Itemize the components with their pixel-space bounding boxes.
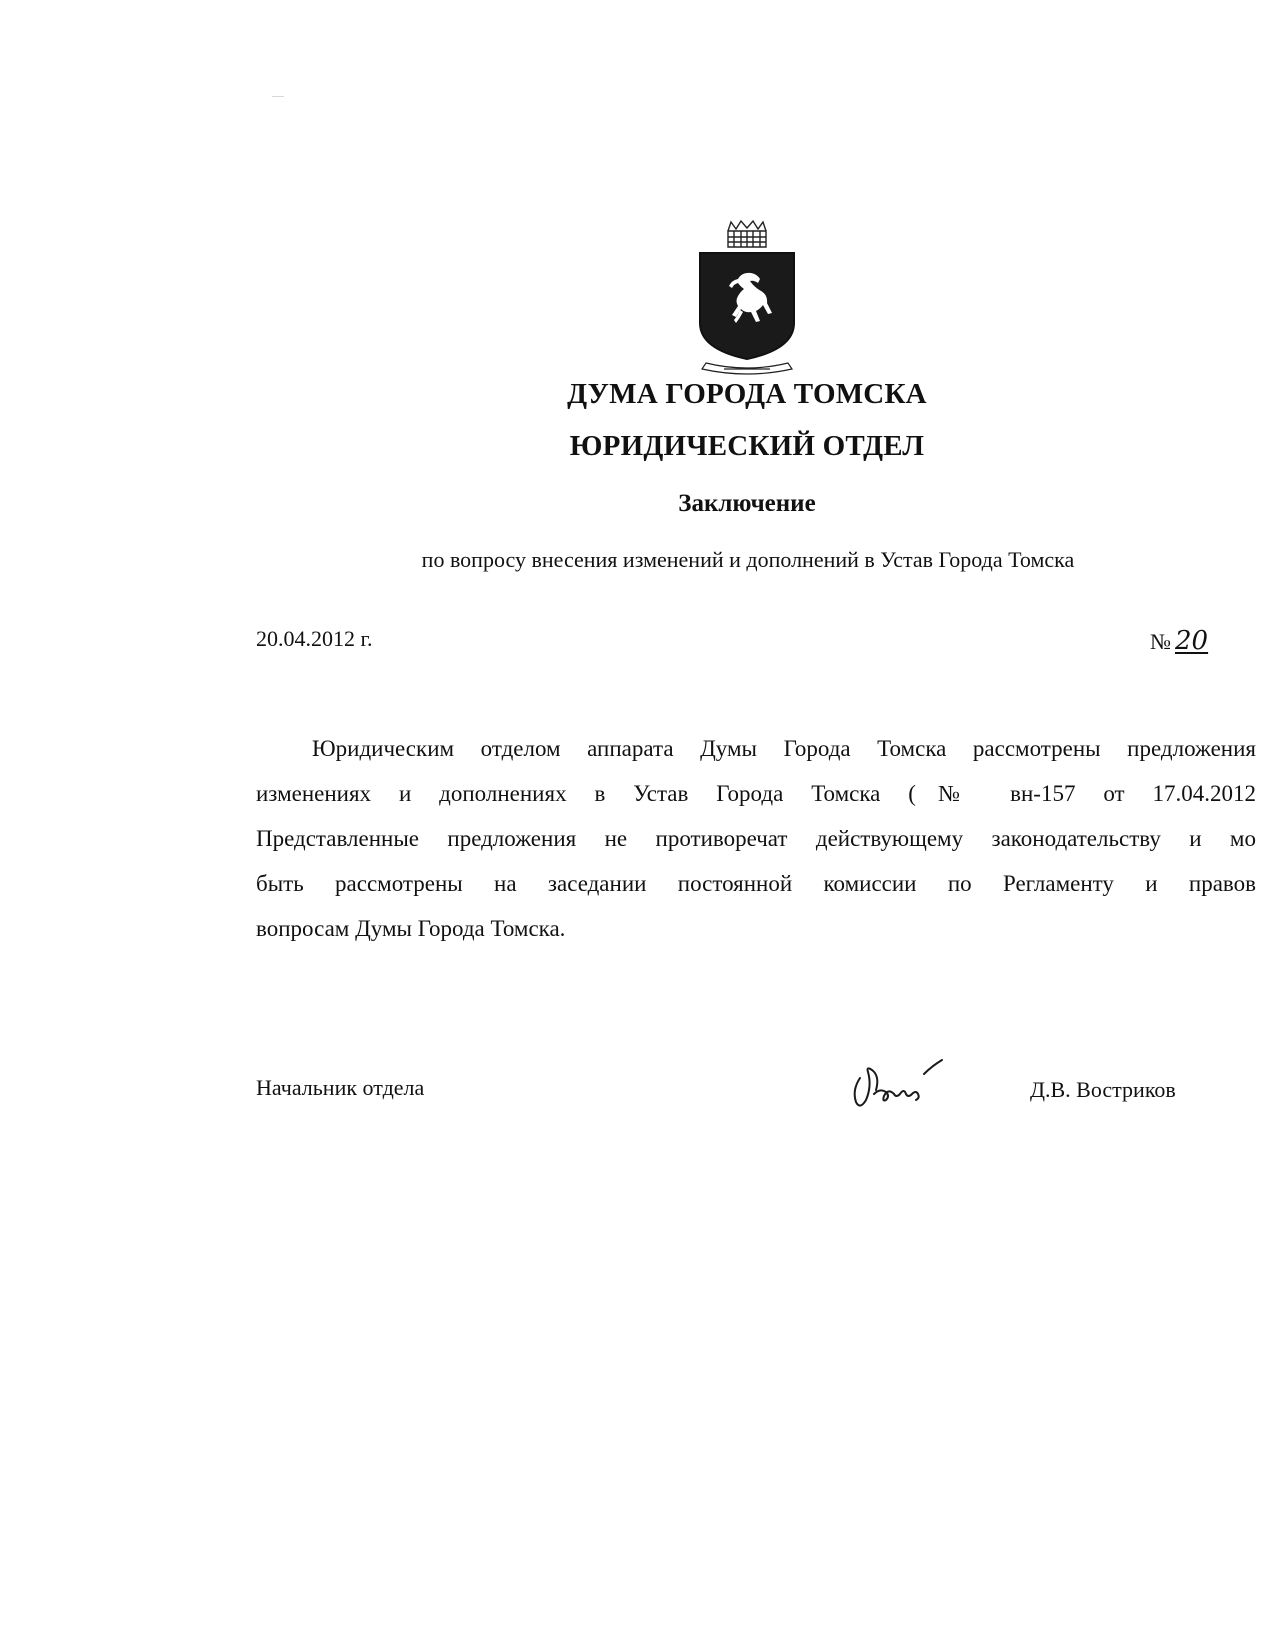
document-number-value: 20 bbox=[1175, 626, 1209, 656]
body-line: быть рассмотрены на заседании постоянной комиссии по Регламенту и правов bbox=[256, 871, 1256, 896]
document-title: Заключение bbox=[678, 490, 816, 517]
body-line: Представленные предложения не противоречат действующему законодательству и мо bbox=[256, 826, 1256, 851]
tomsk-coat-of-arms-icon bbox=[694, 217, 800, 377]
department-name: ЮРИДИЧЕСКИЙ ОТДЕЛ bbox=[569, 430, 925, 462]
org-name: ДУМА ГОРОДА ТОМСКА bbox=[567, 378, 927, 410]
document-number bbox=[1150, 626, 1208, 656]
document-subject: по вопросу внесения изменений и дополнений в Устав Города Томска bbox=[421, 547, 1075, 572]
signer-position: Начальник отдела bbox=[256, 1075, 425, 1100]
scan-artifact bbox=[272, 96, 284, 97]
document-number-label: № bbox=[1150, 629, 1171, 654]
handwritten-signature-icon bbox=[846, 1050, 946, 1114]
body-line: Юридическим отделом аппарата Думы Города Томска рассмотрены предложения bbox=[312, 736, 1256, 761]
document-date: 20.04.2012 г. bbox=[256, 626, 373, 651]
signer-name: Д.В. Востриков bbox=[1030, 1077, 1176, 1102]
body-line: вопросам Думы Города Томска. bbox=[256, 916, 566, 941]
body-paragraph bbox=[256, 726, 1256, 951]
body-line: изменениях и дополнениях в Устав Города Томска (№ вн-157 от 17.04.2012 bbox=[256, 781, 1256, 806]
